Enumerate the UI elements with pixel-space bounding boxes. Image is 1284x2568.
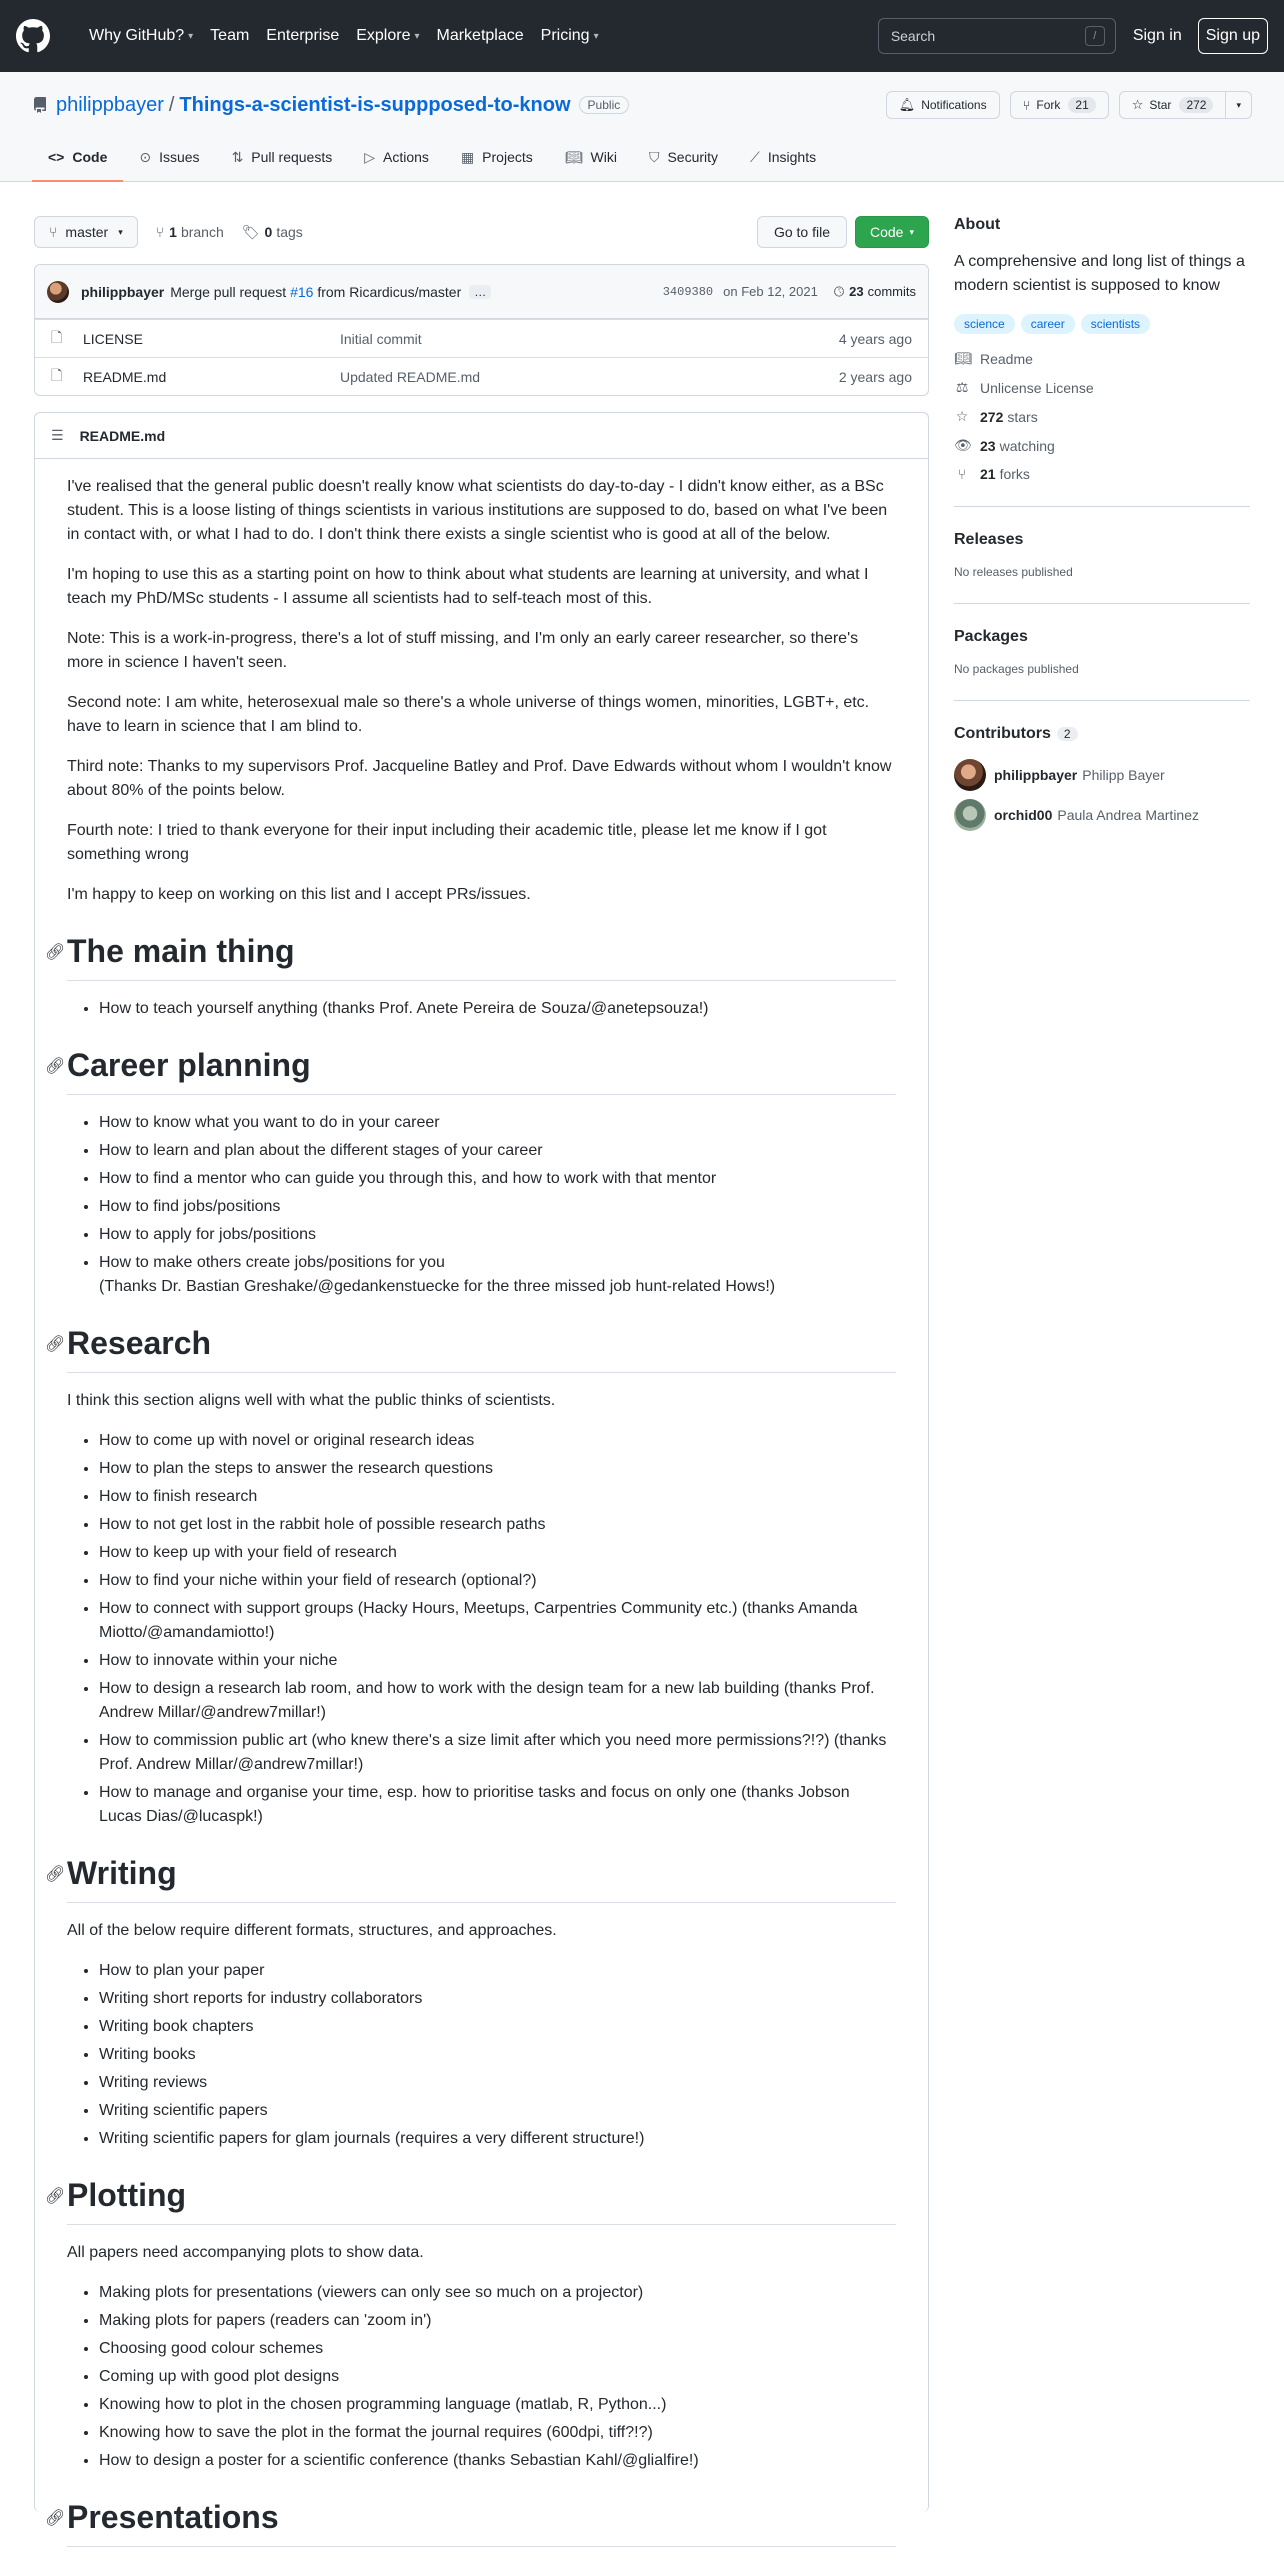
contributors-title[interactable]: Contributors 2 xyxy=(954,725,1250,743)
visibility-badge: Public xyxy=(579,96,630,114)
repo-actions xyxy=(886,91,1252,119)
list-item: • How to plan your paper xyxy=(99,1959,896,1983)
eye-icon: 👁︎ xyxy=(954,437,972,453)
readme-heading: 🔗︎ Plotting xyxy=(67,2175,896,2225)
search-input[interactable]: Search / xyxy=(878,18,1116,54)
topic-tag[interactable]: scientists xyxy=(1081,314,1150,334)
go-to-file-button[interactable]: Go to file xyxy=(757,216,847,248)
list-item: • How to not get lost in the rabbit hole of possible research paths xyxy=(99,1513,896,1537)
github-logo-icon[interactable] xyxy=(16,19,50,53)
readme-paragraph: Fourth note: I tried to thank everyone for their input including their academic title, please let me know if I got something wrong xyxy=(67,822,827,863)
link-icon[interactable]: 🔗︎ xyxy=(45,944,66,961)
tab-issues[interactable]: ⊙ Issues xyxy=(139,148,200,165)
code-dropdown-button[interactable]: Code ▾ xyxy=(855,216,929,248)
list-item: • How to design a research lab room, and how to work with the design team for a new lab building (thanks Prof. Andrew Millar/@andrew7millar!) xyxy=(99,1677,896,1725)
file-nav-actions xyxy=(757,216,929,248)
releases-empty: No releases published xyxy=(954,565,1073,579)
list-item: • Knowing how to save the plot in the format the journal requires (600dpi, tiff?!?) xyxy=(99,2421,896,2445)
chevron-down-icon: ▾ xyxy=(188,30,194,42)
list-item: • How to learn and plan about the different stages of your career xyxy=(99,1139,896,1163)
list-item: • Choosing good colour schemes xyxy=(99,2337,896,2361)
readme-paragraph: All papers need accompanying plots to show data. xyxy=(67,2244,424,2261)
readme-paragraph: Second note: I am white, heterosexual male so there's a whole universe of things women, minorities, LGBT+, etc. have to learn in science that I am blind to. xyxy=(67,694,870,735)
global-header xyxy=(0,0,1284,72)
nav-pricing[interactable]: Pricing ▾ xyxy=(540,27,599,44)
star-icon: ☆ xyxy=(955,408,969,424)
list-item: • How to commission public art (who knew there's a size limit after which you need more permissions?!?) (thanks Prof. Andrew Millar/@andrew7millar!) xyxy=(99,1729,896,1777)
list-item: • How to find your niche within your field of research (optional?) xyxy=(99,1569,896,1593)
list-item: • Writing scientific papers xyxy=(99,2099,896,2123)
file-age: 2 years ago xyxy=(838,368,912,385)
link-icon[interactable]: 🔗︎ xyxy=(45,1058,66,1075)
list-item: • How to design a poster for a scientific conference (thanks Sebastian Kahl/@glialfire!) xyxy=(99,2449,896,2473)
list-item: • Making plots for papers (readers can 'zoom in') xyxy=(99,2309,896,2333)
branch-icon: ⑂ xyxy=(155,224,165,240)
star-counter: 272 xyxy=(1179,97,1213,113)
readme-list xyxy=(67,1959,896,2151)
about-title: About xyxy=(954,216,1001,233)
avatar[interactable] xyxy=(954,799,986,831)
fork-icon: ⑂ xyxy=(957,466,967,482)
tab-projects[interactable]: ▦ Projects xyxy=(460,148,533,165)
branch-icon: ⑂ xyxy=(49,224,58,240)
star-icon: ☆ xyxy=(1131,97,1144,112)
stars-link[interactable]: ☆ 272 stars xyxy=(955,408,1038,425)
graph-icon: ⟋ xyxy=(750,148,760,165)
readme-paragraph: I think this section aligns well with what the public thinks of scientists. xyxy=(67,1392,556,1409)
list-item: • Coming up with good plot designs xyxy=(99,2365,896,2389)
commit-author-link[interactable]: philippbayer xyxy=(81,283,165,300)
link-icon[interactable]: 🔗︎ xyxy=(45,1336,66,1353)
contributors-counter: 2 xyxy=(1057,727,1078,741)
tab-insights[interactable]: ⟋ Insights xyxy=(750,148,817,165)
repo-tabs xyxy=(32,134,832,182)
readme-link[interactable]: 📖︎ Readme xyxy=(954,350,1033,367)
readme-heading: 🔗︎ Research xyxy=(67,1323,896,1373)
list-item: • Writing book chapters xyxy=(99,2015,896,2039)
topics-list xyxy=(954,314,1250,334)
file-age: 4 years ago xyxy=(838,330,912,347)
sign-up-button[interactable]: Sign up xyxy=(1198,18,1268,54)
law-icon: ⚖ xyxy=(955,379,969,395)
readme-paragraph: I've realised that the general public doesn't really know what scientists do day-to-day - I didn't know either, as a BSc student. This is a loose listing of things scientists in various institutions are supposed to do, based on what I've been in contact with, or what I had to do. I don't think there exists a single scientist who is good at all of the below. xyxy=(67,478,888,543)
readme-paragraph: I'm hoping to use this as a starting point on how to think about what students are learning at university, and what I teach my PhD/MSc students - I assume all scientists had to self-teach most of this. xyxy=(67,566,869,607)
code-icon: <> xyxy=(48,149,65,165)
readme-paragraph: Note: This is a work-in-progress, there's a lot of stuff missing, and I'm only an early career researcher, so there's more in science I haven't seen. xyxy=(67,630,859,671)
readme-box xyxy=(34,412,929,2535)
readme-heading: 🔗︎ The main thing xyxy=(67,931,896,981)
file-list xyxy=(34,264,929,396)
file-icon: 🗋 xyxy=(51,328,63,345)
file-name-link[interactable]: README.md xyxy=(83,368,167,385)
readme-paragraph: All of the below require different formats, structures, and approaches. xyxy=(67,1922,557,1939)
file-commit-message[interactable]: Initial commit xyxy=(340,330,422,347)
book-icon: 📖︎ xyxy=(564,148,583,165)
readme-list xyxy=(67,2281,896,2473)
list-item: • How to plan the steps to answer the research questions xyxy=(99,1457,896,1481)
list-item: • Making plots for presentations (viewers can only see so much on a projector) xyxy=(99,2281,896,2305)
nav-enterprise[interactable]: Enterprise xyxy=(266,27,340,44)
fork-icon: ⑂ xyxy=(1022,97,1031,113)
list-item: • How to finish research xyxy=(99,1485,896,1509)
nav-team[interactable]: Team xyxy=(210,27,250,44)
list-item: • Writing reviews xyxy=(99,2071,896,2095)
list-item: • How to keep up with your field of research xyxy=(99,1541,896,1565)
header-actions xyxy=(878,18,1268,54)
repo-description: A comprehensive and long list of things a modern scientist is supposed to know xyxy=(954,253,1245,294)
fork-counter: 21 xyxy=(1068,97,1095,113)
repo-name-link[interactable]: Things-a-scientist-is-suppposed-to-know xyxy=(179,93,571,116)
link-icon[interactable]: 🔗︎ xyxy=(45,1866,66,1883)
commit-meta xyxy=(663,284,916,300)
issue-icon: ⊙ xyxy=(139,148,152,165)
history-icon: 🕓︎ xyxy=(833,283,845,299)
bell-icon: 🔔︎ xyxy=(898,97,916,112)
link-icon[interactable]: 🔗︎ xyxy=(45,2510,66,2527)
tag-icon: 🏷︎ xyxy=(241,223,260,240)
list-item: • How to find a mentor who can guide you through this, and how to work with that mentor xyxy=(99,1167,896,1191)
readme-heading: 🔗︎ Career planning xyxy=(67,1045,896,1095)
list-item: • How to make others create jobs/positions for you (Thanks Dr. Bastian Greshake/@gedankenstuecke for the three missed job hunt-related Hows!) xyxy=(99,1251,896,1299)
list-item: • How to innovate within your niche xyxy=(99,1649,896,1673)
file-commit-message[interactable]: Updated README.md xyxy=(340,368,481,385)
readme-list xyxy=(67,997,896,1021)
commits-history-link[interactable]: 🕓︎ 23 commits xyxy=(833,283,916,299)
nav-explore[interactable]: Explore ▾ xyxy=(356,27,420,44)
tags-link[interactable]: 🏷︎ 0 tags xyxy=(241,223,303,240)
repo-owner-link[interactable]: philippbayer xyxy=(56,93,164,116)
branch-select[interactable]: ⑂ master ▾ xyxy=(34,216,138,248)
readme-list xyxy=(67,1429,896,1829)
top-nav xyxy=(89,27,616,45)
readme-intro xyxy=(67,475,896,907)
readme-paragraph: I'm happy to keep on working on this list and I accept PRs/issues. xyxy=(67,886,531,903)
chevron-down-icon: ▾ xyxy=(593,30,599,42)
tab-wiki[interactable]: 📖︎ Wiki xyxy=(564,148,617,165)
list-item: • How to manage and organise your time, esp. how to prioritise tasks and focus on only one (thanks Jobson Lucas Dias/@lucaspk!) xyxy=(99,1781,896,1829)
star-dropdown-button[interactable] xyxy=(1226,91,1252,119)
releases-title[interactable]: Releases xyxy=(954,531,1024,548)
forks-link[interactable]: ⑂ 21 forks xyxy=(954,466,1250,482)
readme-paragraph: Third note: Thanks to my supervisors Prof. Jacqueline Batley and Prof. Dave Edwards without whom I wouldn't know about 80% of the points below. xyxy=(67,758,892,799)
pr-link[interactable]: #16 xyxy=(290,283,314,300)
list-item: • How to teach yourself anything (thanks Prof. Anete Pereira de Souza/@anetepsouza!) xyxy=(99,997,896,1021)
expand-commit-button[interactable]: … xyxy=(469,285,491,299)
license-link[interactable]: ⚖ Unlicense License xyxy=(955,379,1094,396)
list-item: • How to connect with support groups (Hacky Hours, Meetups, Carpentries Community etc.) (thanks Amanda Miotto/@amandamiotto!) xyxy=(99,1597,896,1645)
contributor-item[interactable]: philippbayer Philipp Bayer xyxy=(954,759,1250,791)
avatar[interactable] xyxy=(954,759,986,791)
commit-date: on Feb 12, 2021 xyxy=(723,284,818,299)
tab-pull-requests[interactable]: ⇅ Pull requests xyxy=(231,148,333,165)
repo-header xyxy=(0,72,1284,182)
path-separator: / xyxy=(168,93,175,116)
file-row[interactable] xyxy=(35,319,928,357)
releases-section xyxy=(954,507,1250,604)
list-item: • How to apply for jobs/positions xyxy=(99,1223,896,1247)
pull-request-icon: ⇅ xyxy=(231,148,244,165)
latest-commit xyxy=(35,265,928,319)
tab-code[interactable]: <> Code xyxy=(32,134,123,182)
chevron-down-icon: ▾ xyxy=(1236,99,1241,110)
repo-content xyxy=(34,182,929,2535)
nav-marketplace[interactable]: Marketplace xyxy=(436,27,524,44)
commit-sha-link[interactable]: 3409380 xyxy=(662,284,714,299)
avatar[interactable] xyxy=(47,281,69,303)
shield-icon: ⛉ xyxy=(648,148,660,165)
sidebar xyxy=(954,182,1250,855)
chevron-down-icon: ▾ xyxy=(414,30,420,42)
list-item: • How to know what you want to do in your career xyxy=(99,1111,896,1135)
contributors-section xyxy=(954,701,1250,855)
repo-title-row xyxy=(32,88,1252,122)
commit-message[interactable]: Merge pull request #16 from Ricardicus/master xyxy=(170,283,462,300)
project-icon: ▦ xyxy=(460,148,475,165)
readme-heading: 🔗︎ Presentations xyxy=(67,2497,896,2547)
slash-shortcut-icon: / xyxy=(1085,26,1105,46)
contributor-item[interactable]: orchid00 Paula Andrea Martinez xyxy=(954,799,1250,831)
readme-content xyxy=(35,459,928,2547)
file-navigation xyxy=(34,216,929,248)
file-name-link[interactable]: LICENSE xyxy=(83,330,143,347)
readme-header xyxy=(35,413,928,459)
readme-filename[interactable]: README.md xyxy=(79,427,166,444)
link-icon[interactable]: 🔗︎ xyxy=(45,2188,66,2205)
fork-button[interactable]: ⑂ Fork 21 xyxy=(1010,91,1109,119)
packages-empty: No packages published xyxy=(954,662,1079,676)
file-row[interactable] xyxy=(35,357,928,395)
packages-title[interactable]: Packages xyxy=(954,628,1028,645)
nav-why-github[interactable]: Why GitHub? ▾ xyxy=(89,27,194,44)
branches-link[interactable]: ⑂ 1 branch xyxy=(155,224,224,240)
topic-tag[interactable]: career xyxy=(1021,314,1075,334)
file-icon: 🗋 xyxy=(51,366,63,383)
about-section xyxy=(954,182,1250,507)
tab-actions[interactable]: ▷ Actions xyxy=(364,148,429,165)
readme-heading: 🔗︎ Writing xyxy=(67,1853,896,1903)
list-item: • Writing short reports for industry collaborators xyxy=(99,1987,896,2011)
list-item: • How to find jobs/positions xyxy=(99,1195,896,1219)
list-item: • Writing books xyxy=(99,2043,896,2067)
tab-security[interactable]: ⛉ Security xyxy=(648,148,719,165)
topic-tag[interactable]: science xyxy=(954,314,1015,334)
star-button[interactable]: ☆ Star 272 xyxy=(1119,91,1227,119)
list-item: • Writing scientific papers for glam journals (requires a very different structure!) xyxy=(99,2127,896,2151)
star-button-group xyxy=(1119,91,1252,119)
chevron-down-icon: ▾ xyxy=(118,226,123,237)
list-item: • How to come up with novel or original research ideas xyxy=(99,1429,896,1453)
watchers-link[interactable]: 👁︎ 23 watching xyxy=(954,437,1055,454)
play-icon: ▷ xyxy=(364,148,376,165)
readme-list xyxy=(67,1111,896,1299)
sign-in-link[interactable]: Sign in xyxy=(1132,27,1182,44)
chevron-down-icon: ▾ xyxy=(909,226,914,237)
readme-sections xyxy=(45,931,896,2547)
repo-icon xyxy=(32,97,48,113)
list-item: • Knowing how to plot in the chosen programming language (matlab, R, Python...) xyxy=(99,2393,896,2417)
list-icon[interactable]: ☰ xyxy=(51,427,64,443)
book-icon: 📖︎ xyxy=(954,350,972,366)
packages-section xyxy=(954,604,1250,701)
notifications-button[interactable]: 🔔︎ Notifications xyxy=(886,91,1000,119)
